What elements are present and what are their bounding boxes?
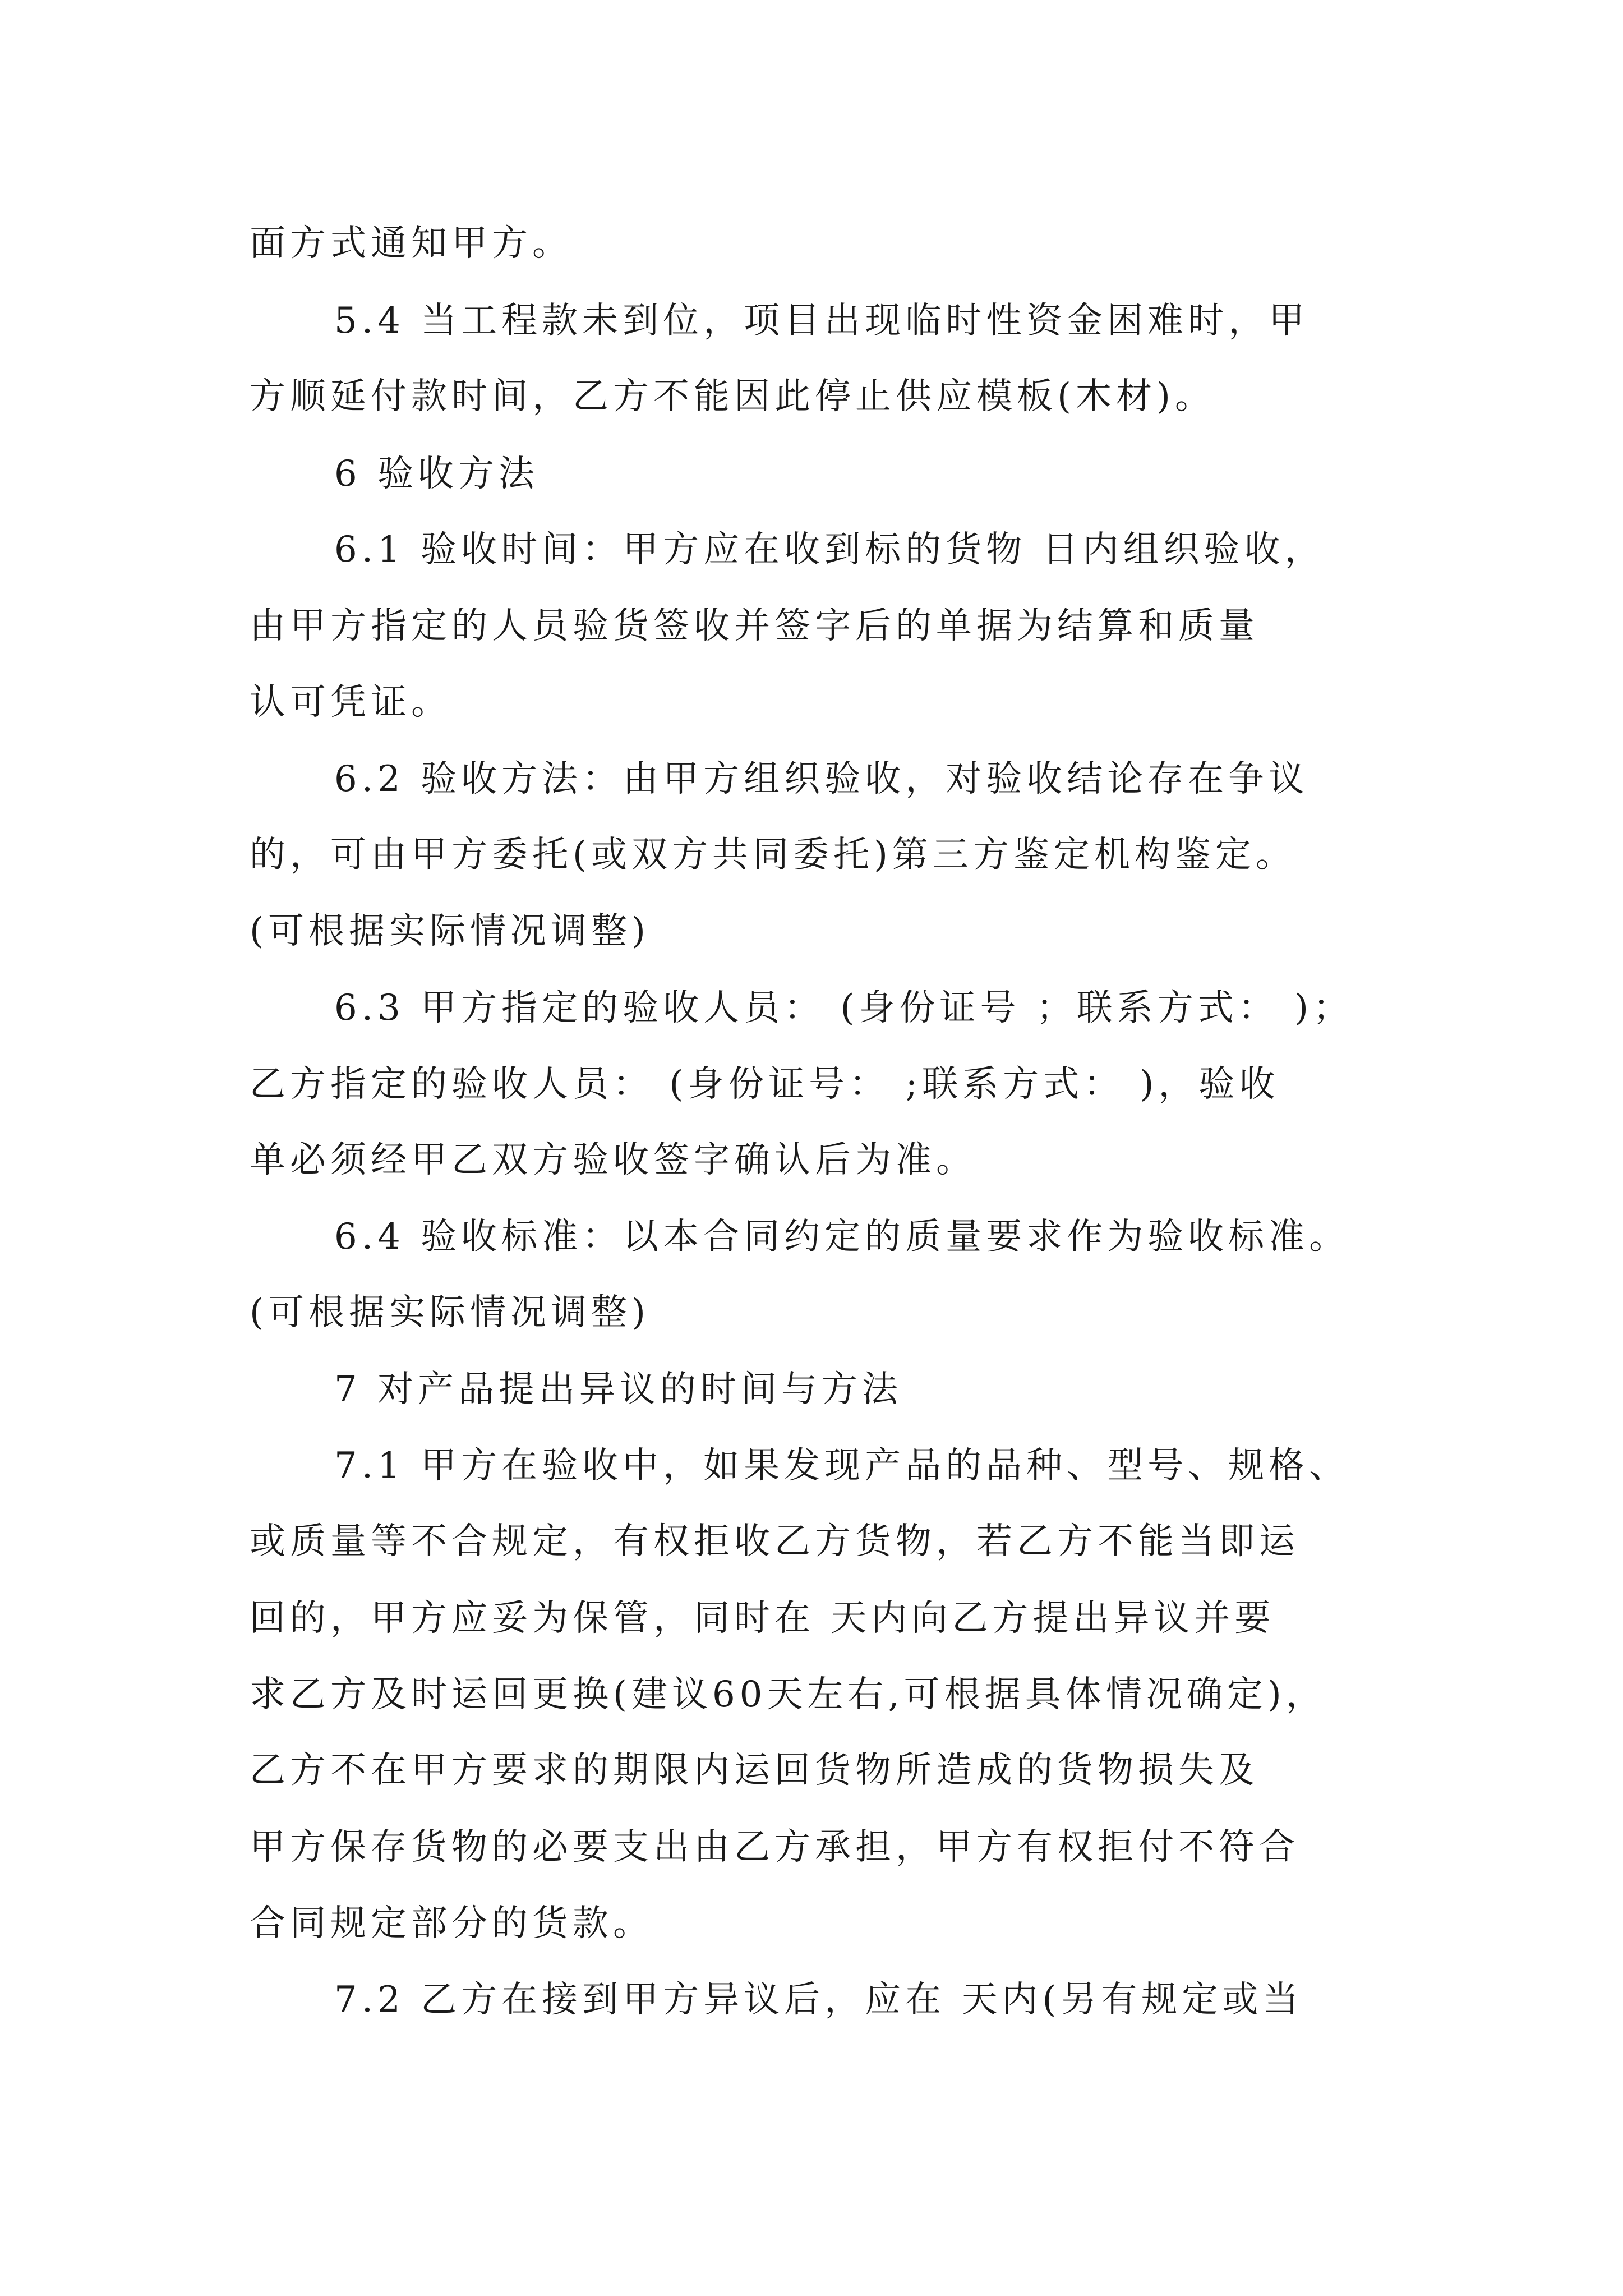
clause-6-2: 6.2 验收方法：由甲方组织验收，对验收结论存在争议 [334, 758, 1310, 800]
text-line: 甲方保存货物的必要支出由乙方承担，甲方有权拒付不符合 [250, 1826, 1299, 1868]
text-line: 方顺延付款时间，乙方不能因此停止供应模板(木材)。 [250, 376, 1215, 417]
section-heading-7: 7 对产品提出异议的时间与方法 [334, 1369, 903, 1410]
clause-6-4: 6.4 验收标准：以本合同约定的质量要求作为验收标准。 [334, 1216, 1350, 1258]
text-line: 合同规定部分的货款。 [250, 1903, 653, 1944]
text-line: 单必须经甲乙双方验收签字确认后为准。 [250, 1139, 976, 1181]
text-line: 面方式通知甲方。 [250, 223, 573, 264]
text-line: 由甲方指定的人员验货签收并签字后的单据为结算和质量 [250, 605, 1259, 647]
text-line: 回的，甲方应妥为保管，同时在 天内向乙方提出异议并要 [250, 1598, 1275, 1639]
text-line: 求乙方及时运回更换(建议60天左右,可根据具体情况确定)， [250, 1674, 1326, 1715]
text-line: (可根据实际情况调整) [250, 1292, 650, 1333]
text-line: 或质量等不合规定，有权拒收乙方货物，若乙方不能当即运 [250, 1521, 1299, 1562]
text-line: 认可凭证。 [250, 682, 451, 723]
clause-5-4: 5.4 当工程款未到位，项目出现临时性资金困难时，甲 [334, 300, 1310, 342]
text-line: (可根据实际情况调整) [250, 910, 650, 952]
clause-7-2: 7.2 乙方在接到甲方异议后，应在 天内(另有规定或当 [334, 1979, 1303, 2021]
section-heading-6: 6 验收方法 [334, 453, 540, 495]
clause-6-1: 6.1 验收时间：甲方应在收到标的货物 日内组织验收， [334, 529, 1325, 570]
clause-7-1: 7.1 甲方在验收中，如果发现产品的品种、型号、规格、 [334, 1445, 1350, 1487]
text-line: 乙方不在甲方要求的期限内运回货物所造成的货物损失及 [250, 1750, 1259, 1791]
text-line: 乙方指定的验收人员： (身份证号： ;联系方式： )，验收 [250, 1064, 1280, 1105]
clause-6-3: 6.3 甲方指定的验收人员： (身份证号 ；联系方式： )； [334, 987, 1354, 1029]
text-line: 的，可由甲方委托(或双方共同委托)第三方鉴定机构鉴定。 [250, 834, 1296, 876]
